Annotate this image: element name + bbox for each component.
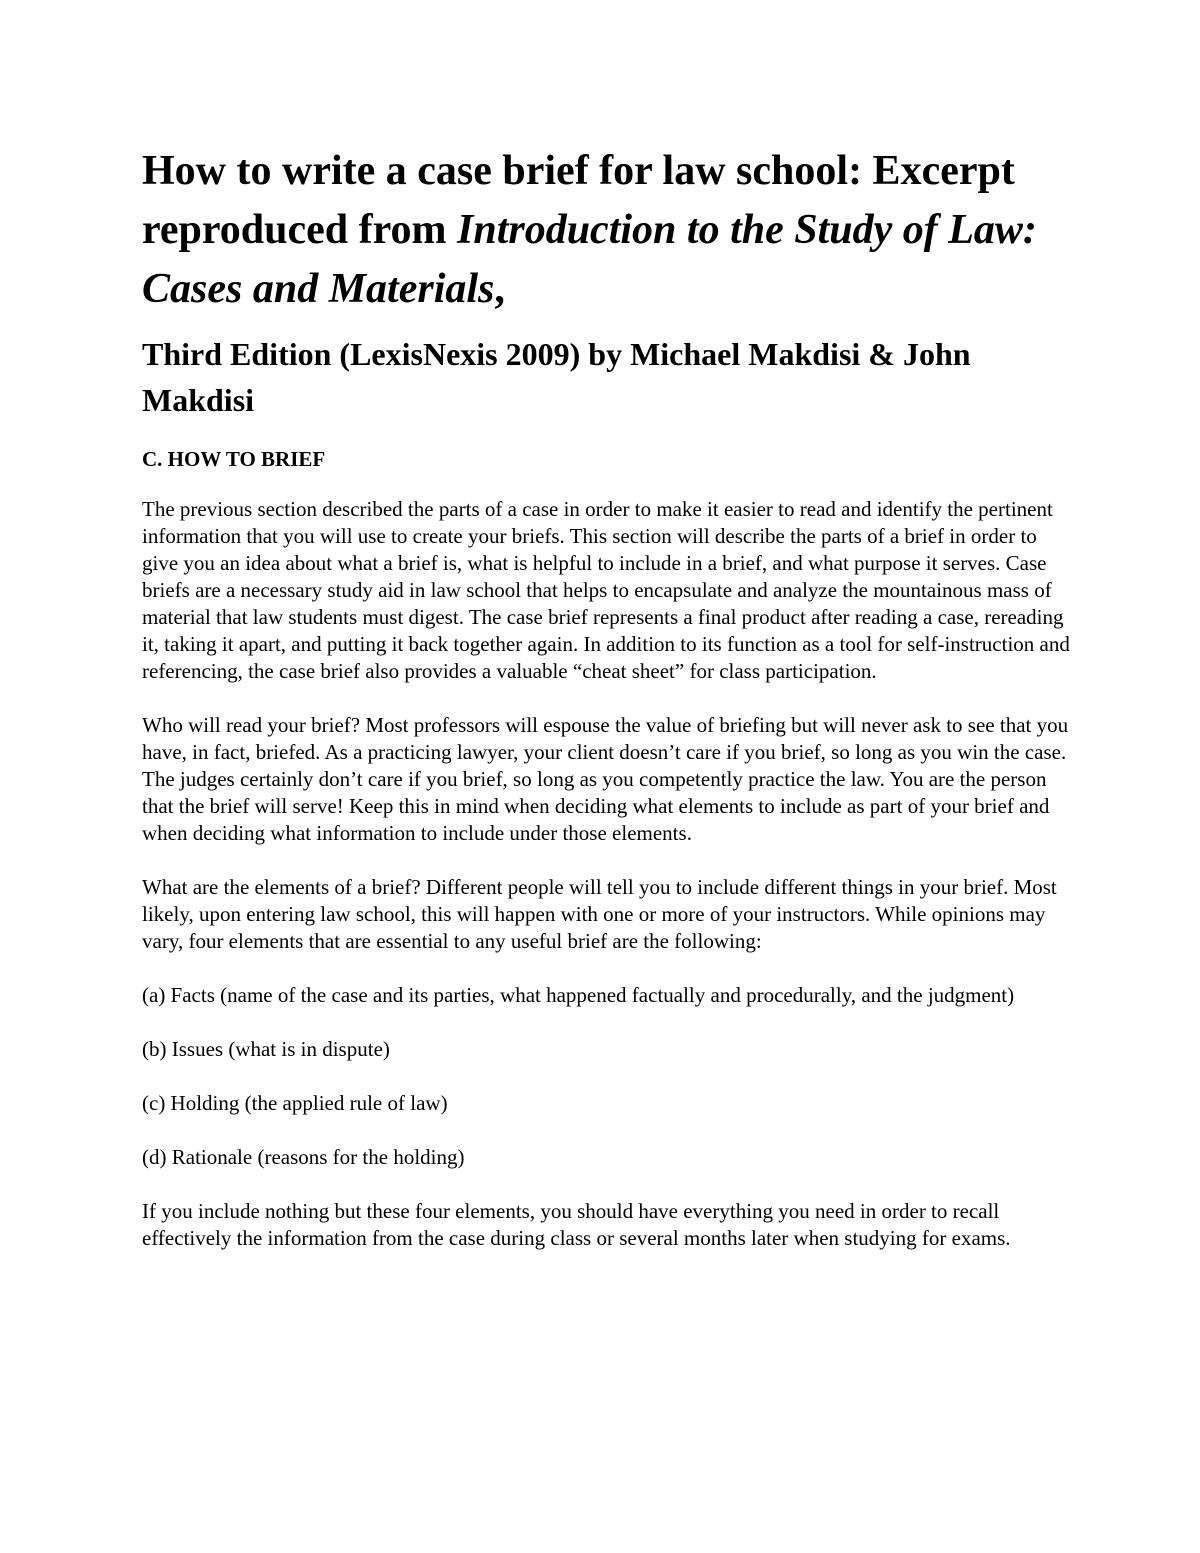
paragraph-elements-intro: What are the elements of a brief? Different people will tell you to include different things in your brief. Most likely, upon entering law school, this will happen with one or more of your instructors. While opinions may vary, four elements that are essential to any useful brief are the following: — [142, 875, 1057, 953]
paragraph-closing: If you include nothing but these four elements, you should have everything you need in order to recall effectively the information from the case during class or several months later when studying for exams. — [142, 1199, 1011, 1250]
paragraph-readers: Who will read your brief? Most professors will espouse the value of briefing but will never ask to see that you have, in fact, briefed. As a practicing lawyer, your client doesn’t care if you brief, so long as you win the case. The judges certainly don’t care if you brief, so long as you competently practice the law. You are the person that the brief will serve! Keep this in mind when deciding what elements to include as part of your brief and when deciding what information to include under those elements. — [142, 713, 1069, 845]
document-subtitle: Third Edition (LexisNexis 2009) by Michael Makdisi & John Makdisi — [142, 336, 971, 418]
title-trailing-comma: , — [494, 266, 505, 312]
element-rationale: (d) Rationale (reasons for the holding) — [142, 1145, 465, 1169]
element-facts: (a) Facts (name of the case and its parties, what happened factually and procedurally, and the judgment) — [142, 983, 1015, 1007]
paragraph-intro: The previous section described the parts of a case in order to make it easier to read and identify the pertinent information that you will use to create your briefs. This section will describe the parts of a brief in order to give you an idea about what a brief is, what is helpful to include in a brief, and what purpose it serves. Case briefs are a necessary study aid in law school that helps to encapsulate and analyze the mountainous mass of material that law students must digest. The case brief represents a final product after reading a case, rereading it, taking it apart, and putting it back together again. In addition to its function as a tool for self-instruction and referencing, the case brief also provides a valuable “cheat sheet” for class participation. — [142, 497, 1070, 683]
element-holding: (c) Holding (the applied rule of law) — [142, 1091, 448, 1115]
document-page — [142, 142, 1072, 1279]
title-book-name: Introduction to the Study of Law: Cases and Materials — [142, 207, 1037, 312]
title-text: How to write a case brief for law school: Excerpt reproduced from — [142, 148, 1015, 253]
element-issues: (b) Issues (what is in dispute) — [142, 1037, 390, 1061]
document-title — [142, 142, 1072, 319]
section-heading: C. HOW TO BRIEF — [142, 447, 326, 471]
